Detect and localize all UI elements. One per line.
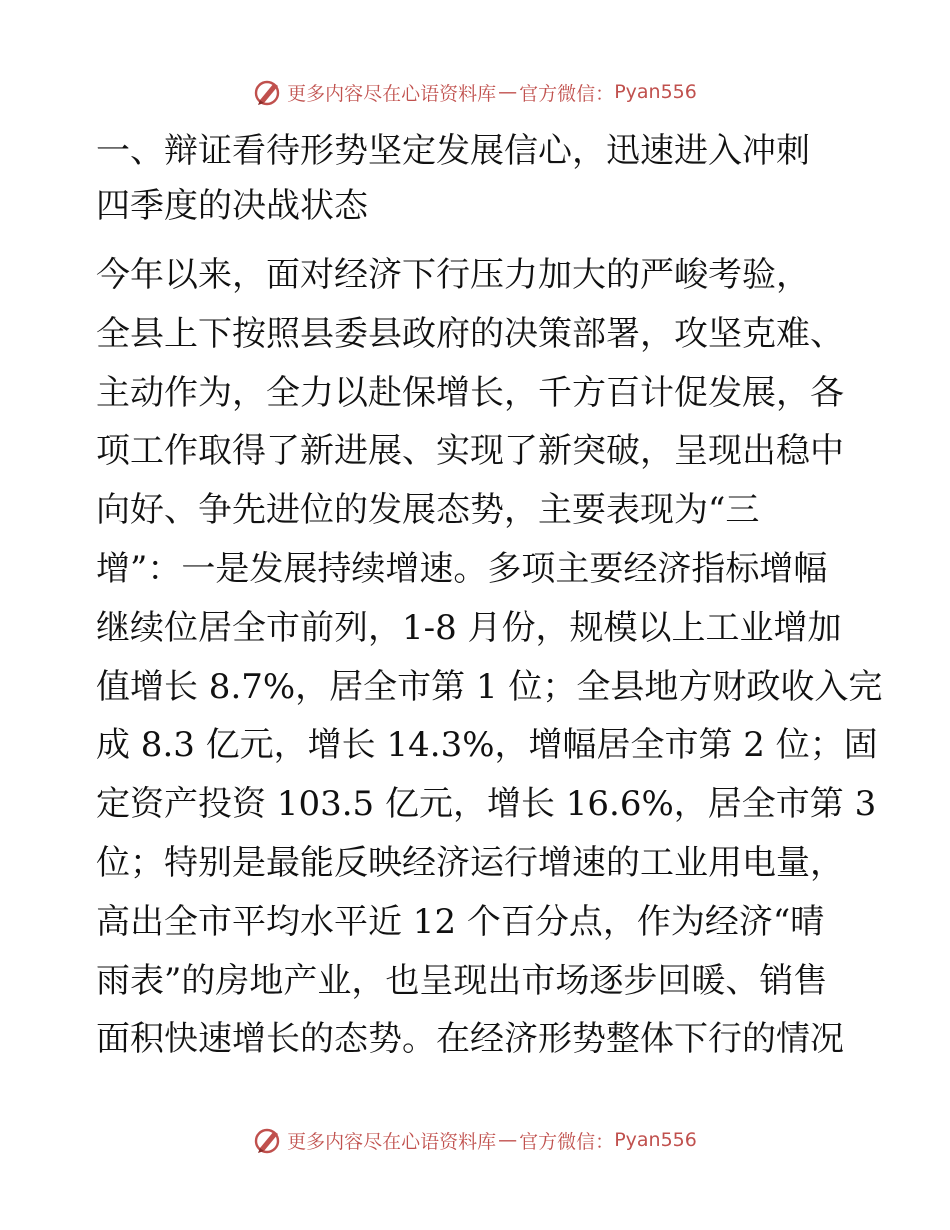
watermark-wechat-label: 官方微信：: [519, 1130, 615, 1153]
document-body: [96, 124, 883, 1069]
watermark-wechat-label: 官方微信：: [519, 82, 615, 105]
paragraph-line: 面积快速增长的态势。在经济形势整体下行的情况: [96, 1019, 844, 1060]
paragraph-line: 全县上下按照县委县政府的决策部署，攻坚克难、: [96, 313, 844, 354]
paragraph-line: 向好、争先进位的发展态势，主要表现为“三: [96, 490, 760, 531]
paragraph-line: 今年以来，面对经济下行压力加大的严峻考验，: [96, 255, 810, 295]
paragraph-line: 增”：一是发展持续增速。多项主要经济指标增幅: [96, 548, 828, 589]
paragraph-line: 主动作为，全力以赴保增长，千方百计促发展，各: [96, 372, 844, 413]
heading-line: 一、辩证看待形势坚定发展信心，迅速进入冲刺: [96, 131, 810, 171]
watermark-separator: —: [498, 81, 518, 103]
pen-logo-icon: [253, 77, 283, 107]
paragraph-line: 高出全市平均水平近 12 个百分点，作为经济“晴: [96, 901, 825, 942]
paragraph-line: 继续位居全市前列，1-8 月份，规模以上工业增加: [96, 607, 842, 648]
watermark-separator: —: [498, 1129, 518, 1151]
paragraph-line: 值增长 8.7%，居全市第 1 位；全县地方财政收入完: [96, 666, 883, 707]
watermark-wechat-id: Pyan556: [614, 1129, 697, 1151]
paragraph-line: 位；特别是最能反映经济运行增速的工业用电量，: [96, 842, 844, 883]
section-heading: [96, 124, 856, 234]
paragraph-line: 定资产投资 103.5 亿元，增长 16.6%，居全市第 3: [96, 784, 877, 825]
body-paragraph: [96, 246, 883, 1069]
watermark-text: 更多内容尽在心语资料库: [287, 1130, 497, 1153]
paragraph-line: 雨表”的房地产业，也呈现出市场逐步回暖、销售: [96, 960, 828, 1001]
heading-line: 四季度的决战状态: [96, 186, 368, 226]
watermark-wechat-id: Pyan556: [614, 81, 697, 103]
pen-logo-icon: [253, 1125, 283, 1155]
watermark-text: 更多内容尽在心语资料库: [287, 82, 497, 105]
paragraph-line: 项工作取得了新进展、实现了新突破，呈现出稳中: [96, 431, 844, 472]
footer-watermark: [0, 1120, 950, 1160]
header-watermark: [0, 72, 950, 112]
paragraph-line: 成 8.3 亿元，增长 14.3%，增幅居全市第 2 位；固: [96, 725, 878, 766]
